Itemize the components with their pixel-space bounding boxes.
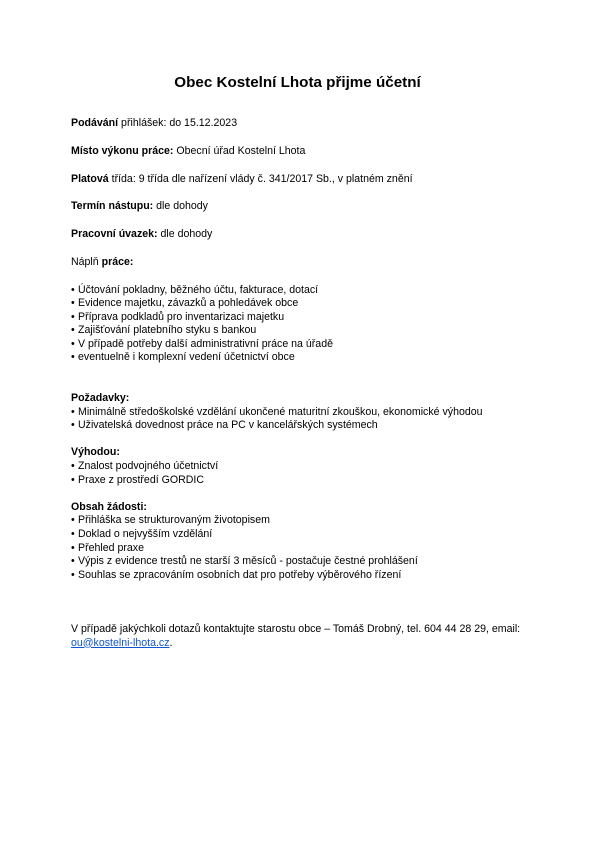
field-value: Obecní úřad Kostelní Lhota <box>173 144 306 157</box>
list-item-text: Přihláška se strukturovaným životopisem <box>78 514 270 527</box>
bullet-icon: • <box>71 351 75 364</box>
list-item-text: Znalost podvojného účetnictví <box>78 460 219 473</box>
advantages-list <box>71 460 531 487</box>
requirements-section <box>71 392 531 433</box>
list-item-text: Praxe z prostředí GORDIC <box>78 473 204 486</box>
list-item <box>71 338 531 352</box>
list-item <box>71 351 531 365</box>
duties-heading-plain: Náplň <box>71 255 102 268</box>
field-value: přihlášek: do 15.12.2023 <box>118 117 238 129</box>
contact-text: V případě jakýchkoli dotazů kontaktujte starostu obce – Tomáš Drobný, tel. 604 44 28 29, email: <box>71 622 521 635</box>
requirements-heading: Požadavky: <box>71 392 130 405</box>
spacer <box>71 365 531 392</box>
list-item <box>71 514 531 528</box>
list-item <box>71 311 531 325</box>
contact-suffix: . <box>169 636 173 649</box>
field-value: dle dohody <box>153 200 208 213</box>
application-section <box>71 501 531 583</box>
list-item-text: Zajišťování platebního styku s bankou <box>78 324 257 337</box>
field-label: Podávání <box>71 117 119 129</box>
bullet-icon: • <box>71 473 75 486</box>
list-item-text: Minimálně středoškolské vzdělání ukončené maturitní zkouškou, ekonomické výhodou <box>78 405 483 418</box>
list-item <box>71 460 531 474</box>
field-workplace <box>71 145 531 159</box>
field-label: Místo výkonu práce: <box>71 144 174 157</box>
bullet-icon: • <box>71 568 75 581</box>
field-application-deadline <box>71 117 531 131</box>
list-item <box>71 569 531 583</box>
application-list <box>71 514 531 582</box>
page-title: Obec Kostelní Lhota přijme účetní <box>174 74 421 91</box>
bullet-icon: • <box>71 419 75 432</box>
duties-list <box>71 284 531 366</box>
list-item <box>71 297 531 311</box>
bullet-icon: • <box>71 555 75 568</box>
field-label: Pracovní úvazek: <box>71 228 158 241</box>
list-item <box>71 324 531 338</box>
requirements-list <box>71 406 531 433</box>
bullet-icon: • <box>71 460 75 473</box>
list-item <box>71 419 531 433</box>
list-item-text: Příprava podkladů pro inventarizaci majetku <box>78 310 285 323</box>
advantages-section <box>71 446 531 487</box>
list-item <box>71 555 531 569</box>
list-item <box>71 528 531 542</box>
field-label: Platová <box>71 172 109 185</box>
field-start-date <box>71 200 531 214</box>
bullet-icon: • <box>71 297 75 310</box>
field-value: třída: 9 třída dle nařízení vlády č. 341/2017 Sb., v platném znění <box>108 172 413 185</box>
list-item <box>71 542 531 556</box>
bullet-icon: • <box>71 514 75 527</box>
bullet-icon: • <box>71 337 75 350</box>
list-item-text: Evidence majetku, závazků a pohledávek obce <box>78 297 299 310</box>
spacer <box>71 596 531 623</box>
bullet-icon: • <box>71 324 75 337</box>
list-item-text: V případě potřeby další administrativní práce na úřadě <box>78 337 333 350</box>
field-salary-class <box>71 173 531 187</box>
list-item-text: Výpis z evidence trestů ne starší 3 měsíců - postačuje čestné prohlášení <box>78 555 418 568</box>
email-link[interactable]: ou@kostelni-lhota.cz <box>71 636 170 649</box>
list-item <box>71 284 531 298</box>
bullet-icon: • <box>71 541 75 554</box>
list-item <box>71 406 531 420</box>
bullet-icon: • <box>71 310 75 323</box>
contact-paragraph <box>71 623 526 650</box>
list-item-text: eventuelně i komplexní vedení účetnictví obce <box>78 351 295 364</box>
list-item-text: Přehled praxe <box>78 541 144 554</box>
list-item <box>71 474 531 488</box>
field-workload <box>71 228 531 242</box>
document-body <box>71 117 531 650</box>
field-value: dle dohody <box>157 228 213 241</box>
bullet-icon: • <box>71 405 75 418</box>
list-item-text: Uživatelská dovednost práce na PC v kancelářských systémech <box>78 419 378 432</box>
duties-heading <box>71 256 531 270</box>
field-label: Termín nástupu: <box>71 200 154 213</box>
bullet-icon: • <box>71 283 75 296</box>
list-item-text: Souhlas se zpracováním osobních dat pro potřeby výběrového řízení <box>78 568 402 581</box>
advantages-heading: Výhodou: <box>71 446 120 459</box>
bullet-icon: • <box>71 528 75 540</box>
duties-heading-bold: práce: <box>101 255 134 268</box>
application-heading: Obsah žádosti: <box>71 500 147 513</box>
list-item-text: Doklad o nejvyšším vzdělání <box>78 528 213 540</box>
list-item-text: Účtování pokladny, běžného účtu, fakturace, dotací <box>78 283 319 296</box>
